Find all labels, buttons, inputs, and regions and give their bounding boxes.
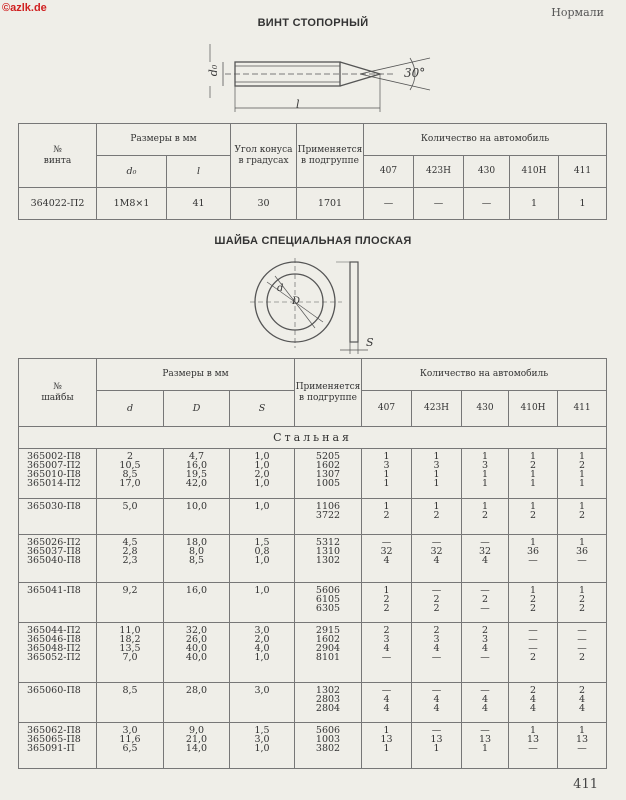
washer-table — [18, 358, 607, 769]
cell-qty: — — [414, 188, 464, 220]
cell-S: 1,5 3,0 1,0 — [230, 723, 295, 769]
cell-qty: — 32 4 — [412, 535, 462, 583]
cell-num: 365026-П2 365037-П8 365040-П8 — [19, 535, 97, 583]
label-d: d — [277, 283, 284, 294]
col-car: 411 — [559, 156, 607, 188]
col-car: 430 — [464, 156, 510, 188]
watermark: ©azlk.de — [2, 2, 47, 14]
cell-num: 365044-П2 365046-П8 365048-П2 365052-П2 — [19, 623, 97, 683]
table-row — [19, 188, 607, 220]
col-car: 423Н — [414, 156, 464, 188]
label-angle: 30° — [404, 66, 426, 80]
washer-title: ШАЙБА СПЕЦИАЛЬНАЯ ПЛОСКАЯ — [214, 235, 412, 247]
label-l: l — [296, 98, 300, 111]
col-car: 411 — [558, 391, 607, 427]
label-D: D — [292, 296, 301, 307]
cell-qty: — — — 2 — [558, 623, 607, 683]
cell-qty: — 2 2 — [412, 583, 462, 623]
cell-qty: 1 3 1 1 — [412, 449, 462, 499]
cell-qty: 1 2 2 — [362, 583, 412, 623]
cell-d: 4,5 2,8 2,3 — [97, 535, 164, 583]
cell-qty: — 32 4 — [362, 535, 412, 583]
cell-group: 1701 — [297, 188, 364, 220]
cell-qty: — 13 1 — [412, 723, 462, 769]
cell-S: 1,0 — [230, 583, 295, 623]
col-car: 407 — [364, 156, 414, 188]
cell-D: 18,0 8,0 8,5 — [164, 535, 230, 583]
cell-D: 9,0 21,0 14,0 — [164, 723, 230, 769]
cell-qty: — 4 4 — [462, 683, 509, 723]
col-sizes: Размеры в мм — [97, 124, 231, 156]
col-angle: Угол конуса в градусах — [231, 124, 297, 188]
cell-d: 8,5 — [97, 683, 164, 723]
cell-qty: 1 — [559, 188, 607, 220]
cell-qty: 2 4 4 — [509, 683, 558, 723]
cell-qty: — 4 4 — [412, 683, 462, 723]
cell-D: 28,0 — [164, 683, 230, 723]
cell-group: 1302 2803 2804 — [295, 683, 362, 723]
cell-angle: 30 — [231, 188, 297, 220]
label-d0: d₀ — [207, 64, 221, 77]
cell-group: 5312 1310 1302 — [295, 535, 362, 583]
col-car: 410Н — [509, 391, 558, 427]
cell-group: 5205 1602 1307 1005 — [295, 449, 362, 499]
cell-qty: 1 2 1 1 — [509, 449, 558, 499]
cell-qty: — — — 2 — [509, 623, 558, 683]
cell-qty: 1 3 1 1 — [462, 449, 509, 499]
cell-num: 365002-П8 365007-П2 365010-П8 365014-П2 — [19, 449, 97, 499]
cell-group: 5606 1003 3802 — [295, 723, 362, 769]
col-S: S — [230, 391, 295, 427]
table-row — [19, 499, 607, 535]
screw-title: ВИНТ СТОПОРНЫЙ — [257, 17, 369, 29]
cell-qty: 2 4 4 — [558, 683, 607, 723]
cell-num: 365030-П8 — [19, 499, 97, 535]
col-washer-num: № шайбы — [19, 359, 97, 427]
cell-S: 3,0 2,0 4,0 1,0 — [230, 623, 295, 683]
cell-qty: 1 2 — [509, 499, 558, 535]
cell-qty: 2 3 4 — — [412, 623, 462, 683]
cell-qty: 1 13 — — [558, 723, 607, 769]
cell-S: 1,5 0,8 1,0 — [230, 535, 295, 583]
cell-d: 3,0 11,6 6,5 — [97, 723, 164, 769]
cell-S: 1,0 1,0 2,0 1,0 — [230, 449, 295, 499]
label-S: S — [366, 336, 374, 349]
cell-qty: 1 2 — [362, 499, 412, 535]
cell-qty: 1 2 1 1 — [558, 449, 607, 499]
cell-qty: 1 13 — — [509, 723, 558, 769]
cell-qty: — 2 — — [462, 583, 509, 623]
cell-qty: 1 — [510, 188, 559, 220]
col-d: d — [97, 391, 164, 427]
screw-table — [18, 123, 607, 220]
col-l: l — [167, 156, 231, 188]
cell-D: 16,0 — [164, 583, 230, 623]
cell-qty: 1 2 — [462, 499, 509, 535]
cell-d0: 1М8×1 — [97, 188, 167, 220]
col-D: D — [164, 391, 230, 427]
cell-group: 1106 3722 — [295, 499, 362, 535]
cell-qty: — 4 4 — [362, 683, 412, 723]
cell-group: 5606 6105 6305 — [295, 583, 362, 623]
col-car: 423Н — [412, 391, 462, 427]
cell-S: 1,0 — [230, 499, 295, 535]
cell-qty: 1 2 2 — [509, 583, 558, 623]
cell-d: 11,0 18,2 13,5 7,0 — [97, 623, 164, 683]
cell-qty: 1 2 — [558, 499, 607, 535]
cell-D: 4,7 16,0 19,5 42,0 — [164, 449, 230, 499]
col-sizes: Размеры в мм — [97, 359, 295, 391]
cell-D: 10,0 — [164, 499, 230, 535]
cell-D: 32,0 26,0 40,0 40,0 — [164, 623, 230, 683]
table-row — [19, 623, 607, 683]
col-applied: Применяется в подгруппе — [295, 359, 362, 427]
table-row — [19, 723, 607, 769]
col-car: 410Н — [510, 156, 559, 188]
cell-num: 365060-П8 — [19, 683, 97, 723]
table-row — [19, 583, 607, 623]
cell-num: 365062-П8 365065-П8 365091-П — [19, 723, 97, 769]
col-car: 407 — [362, 391, 412, 427]
table-row — [19, 449, 607, 499]
cell-qty: 1 2 — [412, 499, 462, 535]
cell-qty: 1 36 — — [509, 535, 558, 583]
col-screw-num: № винта — [19, 124, 97, 188]
col-car: 430 — [462, 391, 509, 427]
table-row — [19, 683, 607, 723]
col-qty: Количество на автомобиль — [364, 124, 607, 156]
material-heading: Стальная — [19, 427, 607, 449]
cell-qty: — — [464, 188, 510, 220]
col-qty: Количество на автомобиль — [362, 359, 607, 391]
col-applied: Применяется в подгруппе — [297, 124, 364, 188]
col-d0: d₀ — [97, 156, 167, 188]
section-header: Нормали — [551, 6, 604, 19]
cell-qty: 1 13 1 — [362, 723, 412, 769]
cell-qty: 2 3 4 — — [362, 623, 412, 683]
cell-qty: — — [364, 188, 414, 220]
cell-qty: 2 3 4 — — [462, 623, 509, 683]
cell-num: 365041-П8 — [19, 583, 97, 623]
cell-qty: — 13 1 — [462, 723, 509, 769]
cell-qty: — 32 4 — [462, 535, 509, 583]
screw-drawing — [195, 40, 445, 120]
cell-qty: 1 36 — — [558, 535, 607, 583]
cell-qty: 1 3 1 1 — [362, 449, 412, 499]
cell-qty: 1 2 2 — [558, 583, 607, 623]
cell-d: 9,2 — [97, 583, 164, 623]
table-row — [19, 535, 607, 583]
cell-d: 2 10,5 8,5 17,0 — [97, 449, 164, 499]
cell-d: 5,0 — [97, 499, 164, 535]
page-number: 411 — [573, 777, 598, 792]
cell-group: 2915 1602 2904 8101 — [295, 623, 362, 683]
cell-num: 364022-П2 — [19, 188, 97, 220]
cell-S: 3,0 — [230, 683, 295, 723]
cell-l: 41 — [167, 188, 231, 220]
